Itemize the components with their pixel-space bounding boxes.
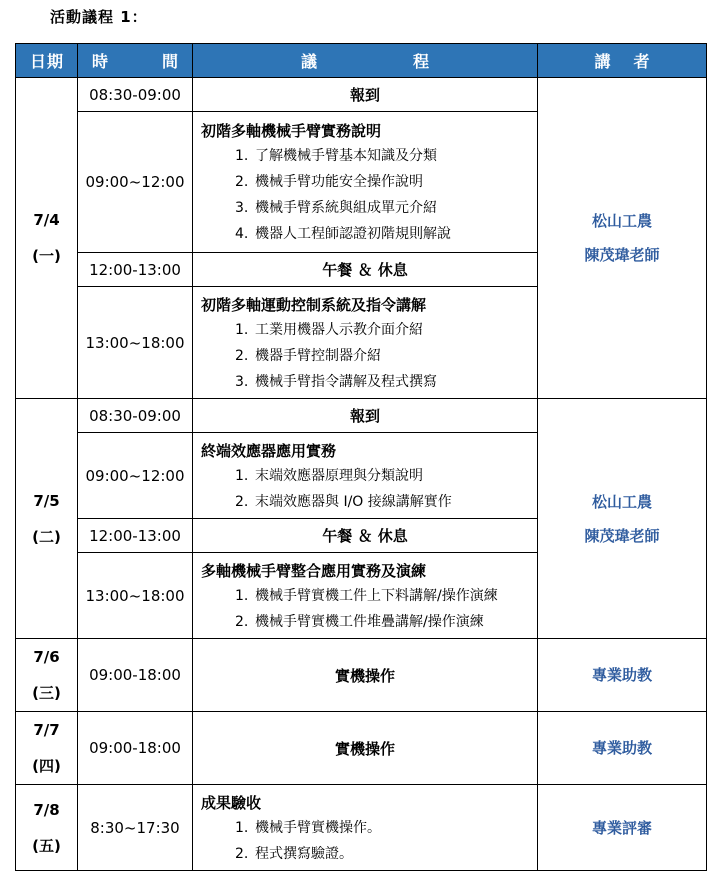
list-item: 1. 了解機械手臂基本知識及分類	[235, 148, 437, 164]
time-cell: 09:00~12:00	[78, 433, 193, 519]
agenda-cell	[193, 785, 538, 871]
date-cell: 7/4 (一)	[16, 78, 78, 399]
session-title: 初階多軸運動控制系統及指令講解	[201, 295, 427, 314]
agenda-cell: 報到	[193, 78, 538, 112]
session-title: 成果驗收	[201, 793, 262, 812]
session-items	[193, 815, 537, 869]
date-cell: 7/8 (五)	[16, 785, 78, 871]
agenda-cell: 午餐 ＆ 休息	[193, 519, 538, 553]
date-cell: 7/5 (二)	[16, 399, 78, 639]
header-speaker: 講 者	[538, 44, 707, 78]
list-item: 1. 末端效應器原理與分類說明	[235, 467, 423, 484]
session-items	[193, 317, 537, 397]
session-title: 終端效應器應用實務	[201, 441, 337, 460]
date-cell: 7/6 (三)	[16, 639, 78, 712]
session-items	[193, 583, 537, 637]
time-cell: 13:00~18:00	[78, 553, 193, 639]
session-title: 多軸機械手臂整合應用實務及演練	[201, 561, 427, 580]
agenda-cell	[193, 433, 538, 519]
header-date: 日 期	[16, 44, 78, 78]
header-row	[16, 44, 707, 78]
time-cell: 12:00-13:00	[78, 253, 193, 287]
list-item: 2. 機器手臂控制器介紹	[235, 347, 381, 364]
time-cell: 8:30~17:30	[78, 785, 193, 871]
time-cell: 09:00~12:00	[78, 112, 193, 253]
list-item: 1. 機械手臂實機工件上下料講解/操作演練	[235, 587, 498, 604]
speaker-cell: 專業評審	[538, 785, 707, 871]
list-item: 2. 機械手臂實機工件堆疊講解/操作演練	[235, 613, 484, 630]
date-cell: 7/7 (四)	[16, 712, 78, 785]
list-item: 2. 程式撰寫驗證。	[235, 845, 353, 862]
agenda-cell: 報到	[193, 399, 538, 433]
list-item: 1. 工業用機器人示教介面介紹	[235, 321, 423, 338]
page-title: 活動議程 1：	[50, 8, 148, 26]
list-item: 1. 機械手臂實機操作。	[235, 819, 381, 836]
speaker-cell: 專業助教	[538, 639, 707, 712]
agenda-cell	[193, 287, 538, 399]
table-row	[16, 399, 707, 433]
time-cell: 12:00-13:00	[78, 519, 193, 553]
agenda-cell	[193, 112, 538, 253]
header-agenda: 議 程	[193, 44, 538, 78]
speaker-cell: 松山工農 陳茂瑋老師	[538, 399, 707, 639]
list-item: 4. 機器人工程師認證初階規則解說	[235, 226, 451, 242]
header-time: 時 間	[78, 44, 193, 78]
speaker-cell: 松山工農 陳茂瑋老師	[538, 78, 707, 399]
agenda-table	[15, 43, 707, 871]
session-items	[193, 463, 537, 517]
list-item: 2. 末端效應器與 I/O 接線講解實作	[235, 493, 452, 510]
table-row	[16, 639, 707, 712]
list-item: 2. 機械手臂功能安全操作說明	[235, 174, 423, 190]
time-cell: 08:30-09:00	[78, 78, 193, 112]
time-cell: 09:00-18:00	[78, 712, 193, 785]
session-title: 初階多軸機械手臂實務說明	[201, 122, 382, 140]
agenda-cell	[193, 553, 538, 639]
time-cell: 09:00-18:00	[78, 639, 193, 712]
time-cell: 08:30-09:00	[78, 399, 193, 433]
agenda-cell: 實機操作	[193, 712, 538, 785]
speaker-cell: 專業助教	[538, 712, 707, 785]
list-item: 3. 機械手臂指令講解及程式撰寫	[235, 373, 437, 390]
table-row	[16, 785, 707, 871]
agenda-cell: 實機操作	[193, 639, 538, 712]
table-row	[16, 712, 707, 785]
time-cell: 13:00~18:00	[78, 287, 193, 399]
list-item: 3. 機械手臂系統與組成單元介紹	[235, 200, 437, 216]
agenda-cell: 午餐 ＆ 休息	[193, 253, 538, 287]
session-items	[193, 143, 537, 249]
table-row	[16, 78, 707, 112]
